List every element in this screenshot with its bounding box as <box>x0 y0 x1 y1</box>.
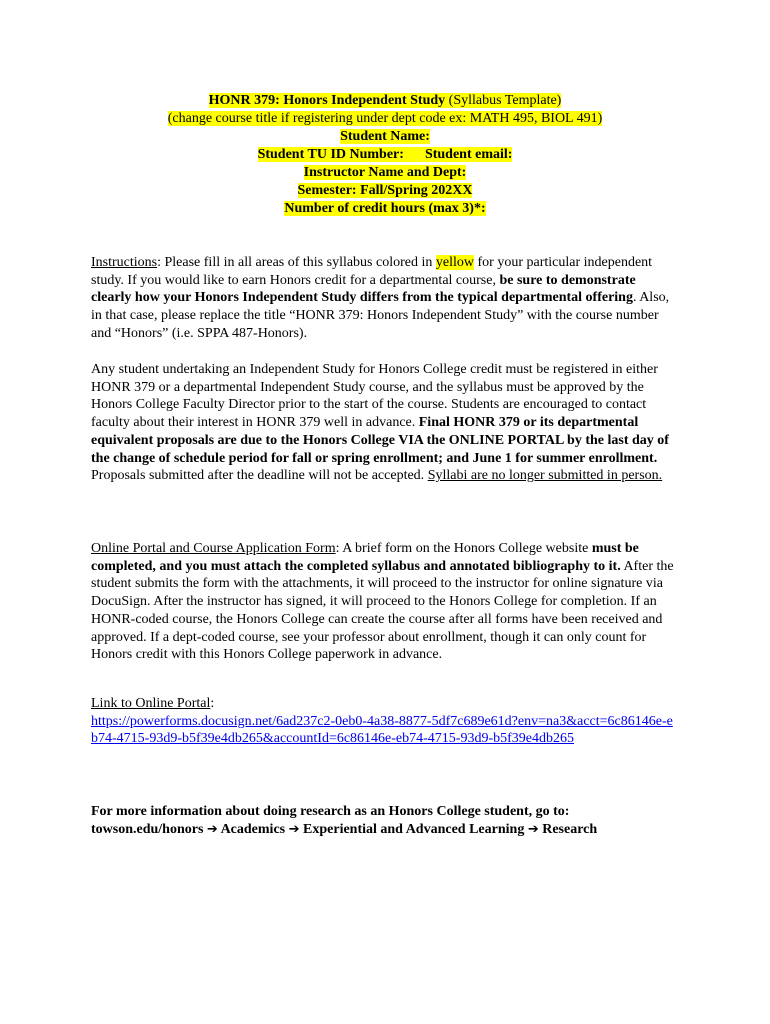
credit-hours-field: Number of credit hours (max 3)*: <box>284 201 486 216</box>
title-line <box>209 93 562 108</box>
right-arrow-icon: ➔ <box>527 821 539 837</box>
course-title-note: (change course title if registering under dept code ex: MATH 495, BIOL 491) <box>167 111 603 126</box>
online-portal-bold-text: must be completed, and you must attach the completed syllabus and annotated bibliography to it. <box>91 541 639 574</box>
yellow-highlight-word: yellow <box>435 255 474 270</box>
nav-path-research: Research <box>542 821 598 837</box>
registration-text-2: Proposals submitted after the deadline will not be accepted. <box>91 468 428 484</box>
title-suffix: (Syllabus Template) <box>445 93 562 108</box>
nav-path-honors: towson.edu/honors <box>91 821 204 837</box>
instructions-text-2: for your particular independent study. If you would like to earn Honors credit for a departmental course, <box>91 255 653 288</box>
semester-field: Semester: Fall/Spring 202XX <box>297 183 473 198</box>
right-arrow-icon: ➔ <box>288 821 300 837</box>
instructor-field: Instructor Name and Dept: <box>303 165 467 180</box>
course-title: HONR 379: Honors Independent Study <box>208 93 446 108</box>
online-portal-text-1: : A brief form on the Honors College website <box>335 541 592 556</box>
more-info-text: For more information about doing research as an Honors College student, go to: <box>91 804 570 819</box>
online-portal-label: Online Portal and Course Application Form <box>91 541 336 556</box>
portal-link-block <box>91 695 677 748</box>
student-name-field: Student Name: <box>340 129 430 144</box>
portal-link-label: Link to Online Portal <box>91 696 211 711</box>
registration-text-1: Any student undertaking an Independent Study for Honors College credit must be registered in either HONR 379 or a departmental Independent Study course, and the syllabus must be approved by the Honors College Faculty Director prior to the start of the course. Students are encouraged to contact faculty about their interest in HONR 379 well in advance. <box>91 362 658 431</box>
right-arrow-icon: ➔ <box>206 821 218 837</box>
portal-link-colon: : <box>210 696 215 711</box>
student-id-field: Student TU ID Number: <box>257 147 404 162</box>
instructions-text-1: : Please fill in all areas of this syllabus colored in <box>157 255 436 270</box>
instructions-paragraph <box>91 254 677 343</box>
no-in-person-note: Syllabi are no longer submitted in person. <box>427 468 663 484</box>
instructions-label: Instructions <box>91 255 158 270</box>
online-portal-text-2: After the student submits the form with the attachments, it will proceed to the instructor for online signature via DocuSign. After the instructor has signed, it will proceed to the Honors College for completion. If an HONR-coded course, the Honors College can create the course after all forms have been received and approved. If a dept-coded course, see your professor about enrollment, though it can only count for Honors credit with this Honors College paperwork in advance. <box>91 558 674 663</box>
nav-path-academics: Academics <box>220 821 286 837</box>
deadline-bold-text: Final HONR 379 or its departmental equivalent proposals are due to the Honors College VIA the ONLINE PORTAL by the last day of the change of schedule period for fall or spring enrollment; and June 1 for summer enrollment. <box>91 415 669 466</box>
instructions-text-3: . Also, in that case, please replace the title “HONR 379: Honors Independent Study” with the course number and “Honors” (i.e. SPPA 487-Honors). <box>91 290 670 341</box>
student-email-field: Student email: <box>424 147 513 162</box>
more-info-block <box>91 803 677 838</box>
online-portal-paragraph <box>91 540 677 664</box>
nav-path-experiential: Experiential and Advanced Learning <box>303 821 525 837</box>
online-portal-link[interactable]: https://powerforms.docusign.net/6ad237c2-0eb0-4a38-8877-5df7c689e61d?env=na3&acct=6c86146e-eb74-4715-93d9-b5f39e4db265&accountId=6c86146e-eb74-4715-93d9-b5f39e4db265 <box>91 713 673 747</box>
registration-paragraph <box>91 361 677 485</box>
instructions-bold-text: be sure to demonstrate clearly how your Honors Independent Study differs from the typical departmental offering <box>91 272 636 306</box>
student-id-email-line <box>258 147 513 162</box>
syllabus-header <box>0 92 770 218</box>
